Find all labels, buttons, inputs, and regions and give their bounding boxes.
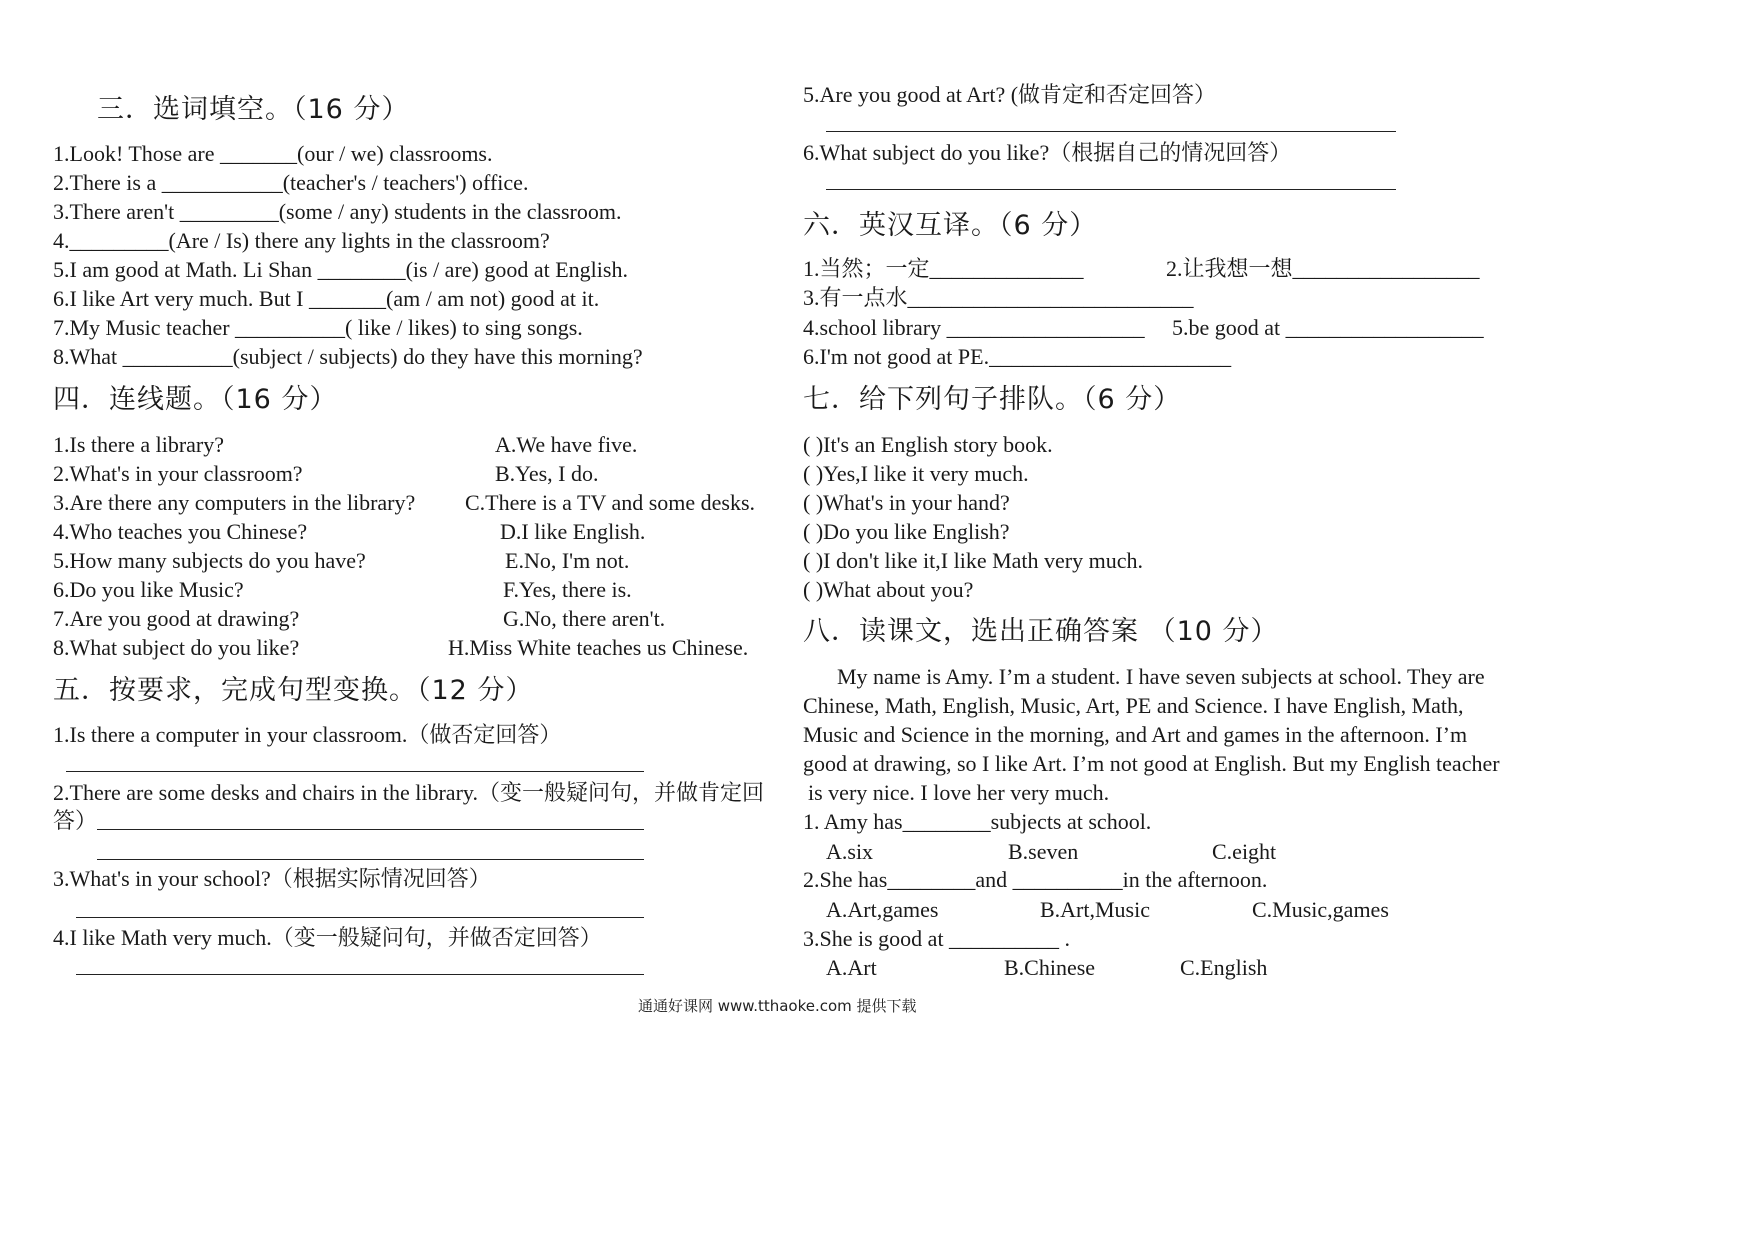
match-answer-h: H.Miss White teaches us Chinese. [448,635,749,660]
match-answer-b: B.Yes, I do. [495,461,599,486]
match-question-6: 6.Do you like Music? [53,577,244,602]
answer-line [826,189,1396,190]
match-question-4: 4.Who teaches you Chinese? [53,519,308,544]
order-item-6: ( )What about you? [803,577,974,602]
fill-blank-item-6: 6.I like Art very much. But I _______(am / am not) good at it. [53,286,600,311]
match-question-8: 8.What subject do you like? [53,635,300,660]
match-answer-e: E.No, I'm not. [505,548,630,573]
footer-source: 通通好课网 www.tthaoke.com 提供下载 [638,997,917,1015]
order-item-3: ( )What's in your hand? [803,490,1010,515]
translate-item-5: 5.be good at __________________ [1172,315,1484,340]
reading-q3-option-c: C.English [1180,955,1268,980]
passage-line-2: Chinese, Math, English, Music, Art, PE and Science. I have English, Math, [803,693,1464,718]
order-item-5: ( )I don't like it,I like Math very much. [803,548,1143,573]
fill-blank-item-4: 4._________(Are / Is) there any lights in the classroom? [53,228,550,253]
answer-line [76,974,644,975]
reading-q1-option-b: B.seven [1008,839,1079,864]
passage-line-5: is very nice. I love her very much. [808,780,1110,805]
reading-q3-option-b: B.Chinese [1004,955,1096,980]
answer-line [76,917,644,918]
match-question-2: 2.What's in your classroom? [53,461,303,486]
section-7-heading: 七．给下列句子排队。（6 分） [803,384,1182,415]
match-question-3: 3.Are there any computers in the library? [53,490,416,515]
match-answer-d: D.I like English. [500,519,646,544]
translate-item-2: 2.让我想一想_________________ [1166,256,1480,281]
reading-q1-option-a: A.six [826,839,874,864]
order-item-1: ( )It's an English story book. [803,432,1053,457]
translate-item-4: 4.school library __________________ [803,315,1145,340]
match-answer-f: F.Yes, there is. [503,577,632,602]
section-8-heading: 八．读课文，选出正确答案 （10 分） [803,616,1279,647]
transform-item-2: 2.There are some desks and chairs in the library.（变一般疑问句，并做肯定回 [53,780,764,805]
reading-q1-option-c: C.eight [1212,839,1277,864]
reading-question-3: 3.She is good at __________ . [803,926,1071,951]
match-answer-c: C.There is a TV and some desks. [465,490,756,515]
transform-item-6: 6.What subject do you like?（根据自己的情况回答） [803,140,1292,165]
reading-q2-option-b: B.Art,Music [1040,897,1150,922]
match-question-1: 1.Is there a library? [53,432,225,457]
transform-item-2-cont: 答） [53,808,98,833]
passage-line-1: My name is Amy. I’m a student. I have seven subjects at school. They are [837,664,1485,689]
fill-blank-item-2: 2.There is a ___________(teacher's / teachers') office. [53,170,529,195]
reading-question-2: 2.She has________and __________in the afternoon. [803,867,1268,892]
passage-line-4: good at drawing, so I like Art. I’m not good at English. But my English teacher [803,751,1500,776]
match-question-5: 5.How many subjects do you have? [53,548,366,573]
match-answer-a: A.We have five. [495,432,638,457]
answer-line [66,771,644,772]
transform-item-5: 5.Are you good at Art? (做肯定和否定回答） [803,82,1217,107]
transform-item-1: 1.Is there a computer in your classroom.（做否定回答） [53,722,562,747]
answer-line [97,829,644,830]
translate-item-3: 3.有一点水__________________________ [803,285,1194,310]
reading-question-1: 1. Amy has________subjects at school. [803,809,1152,834]
section-5-heading: 五．按要求，完成句型变换。（12 分） [53,675,534,706]
answer-line [97,859,644,860]
reading-q3-option-a: A.Art [826,955,877,980]
translate-item-6: 6.I'm not good at PE.______________________ [803,344,1232,369]
answer-line [826,131,1396,132]
reading-q2-option-a: A.Art,games [826,897,939,922]
fill-blank-item-1: 1.Look! Those are _______(our / we) classrooms. [53,141,493,166]
fill-blank-item-7: 7.My Music teacher __________( like / likes) to sing songs. [53,315,583,340]
fill-blank-item-5: 5.I am good at Math. Li Shan ________(is / are) good at English. [53,257,628,282]
translate-item-1: 1.当然；一定______________ [803,256,1084,281]
reading-q2-option-c: C.Music,games [1252,897,1389,922]
fill-blank-item-8: 8.What __________(subject / subjects) do they have this morning? [53,344,643,369]
passage-line-3: Music and Science in the morning, and Art and games in the afternoon. I’m [803,722,1468,747]
section-6-heading: 六．英汉互译。（6 分） [803,210,1098,241]
match-answer-g: G.No, there aren't. [503,606,666,631]
order-item-2: ( )Yes,I like it very much. [803,461,1029,486]
section-4-heading: 四．连线题。（16 分） [53,384,338,415]
match-question-7: 7.Are you good at drawing? [53,606,300,631]
transform-item-4: 4.I like Math very much.（变一般疑问句，并做否定回答） [53,925,602,950]
transform-item-3: 3.What's in your school?（根据实际情况回答） [53,866,491,891]
fill-blank-item-3: 3.There aren't _________(some / any) students in the classroom. [53,199,622,224]
order-item-4: ( )Do you like English? [803,519,1010,544]
section-3-heading: 三．选词填空。（16 分） [97,94,410,125]
